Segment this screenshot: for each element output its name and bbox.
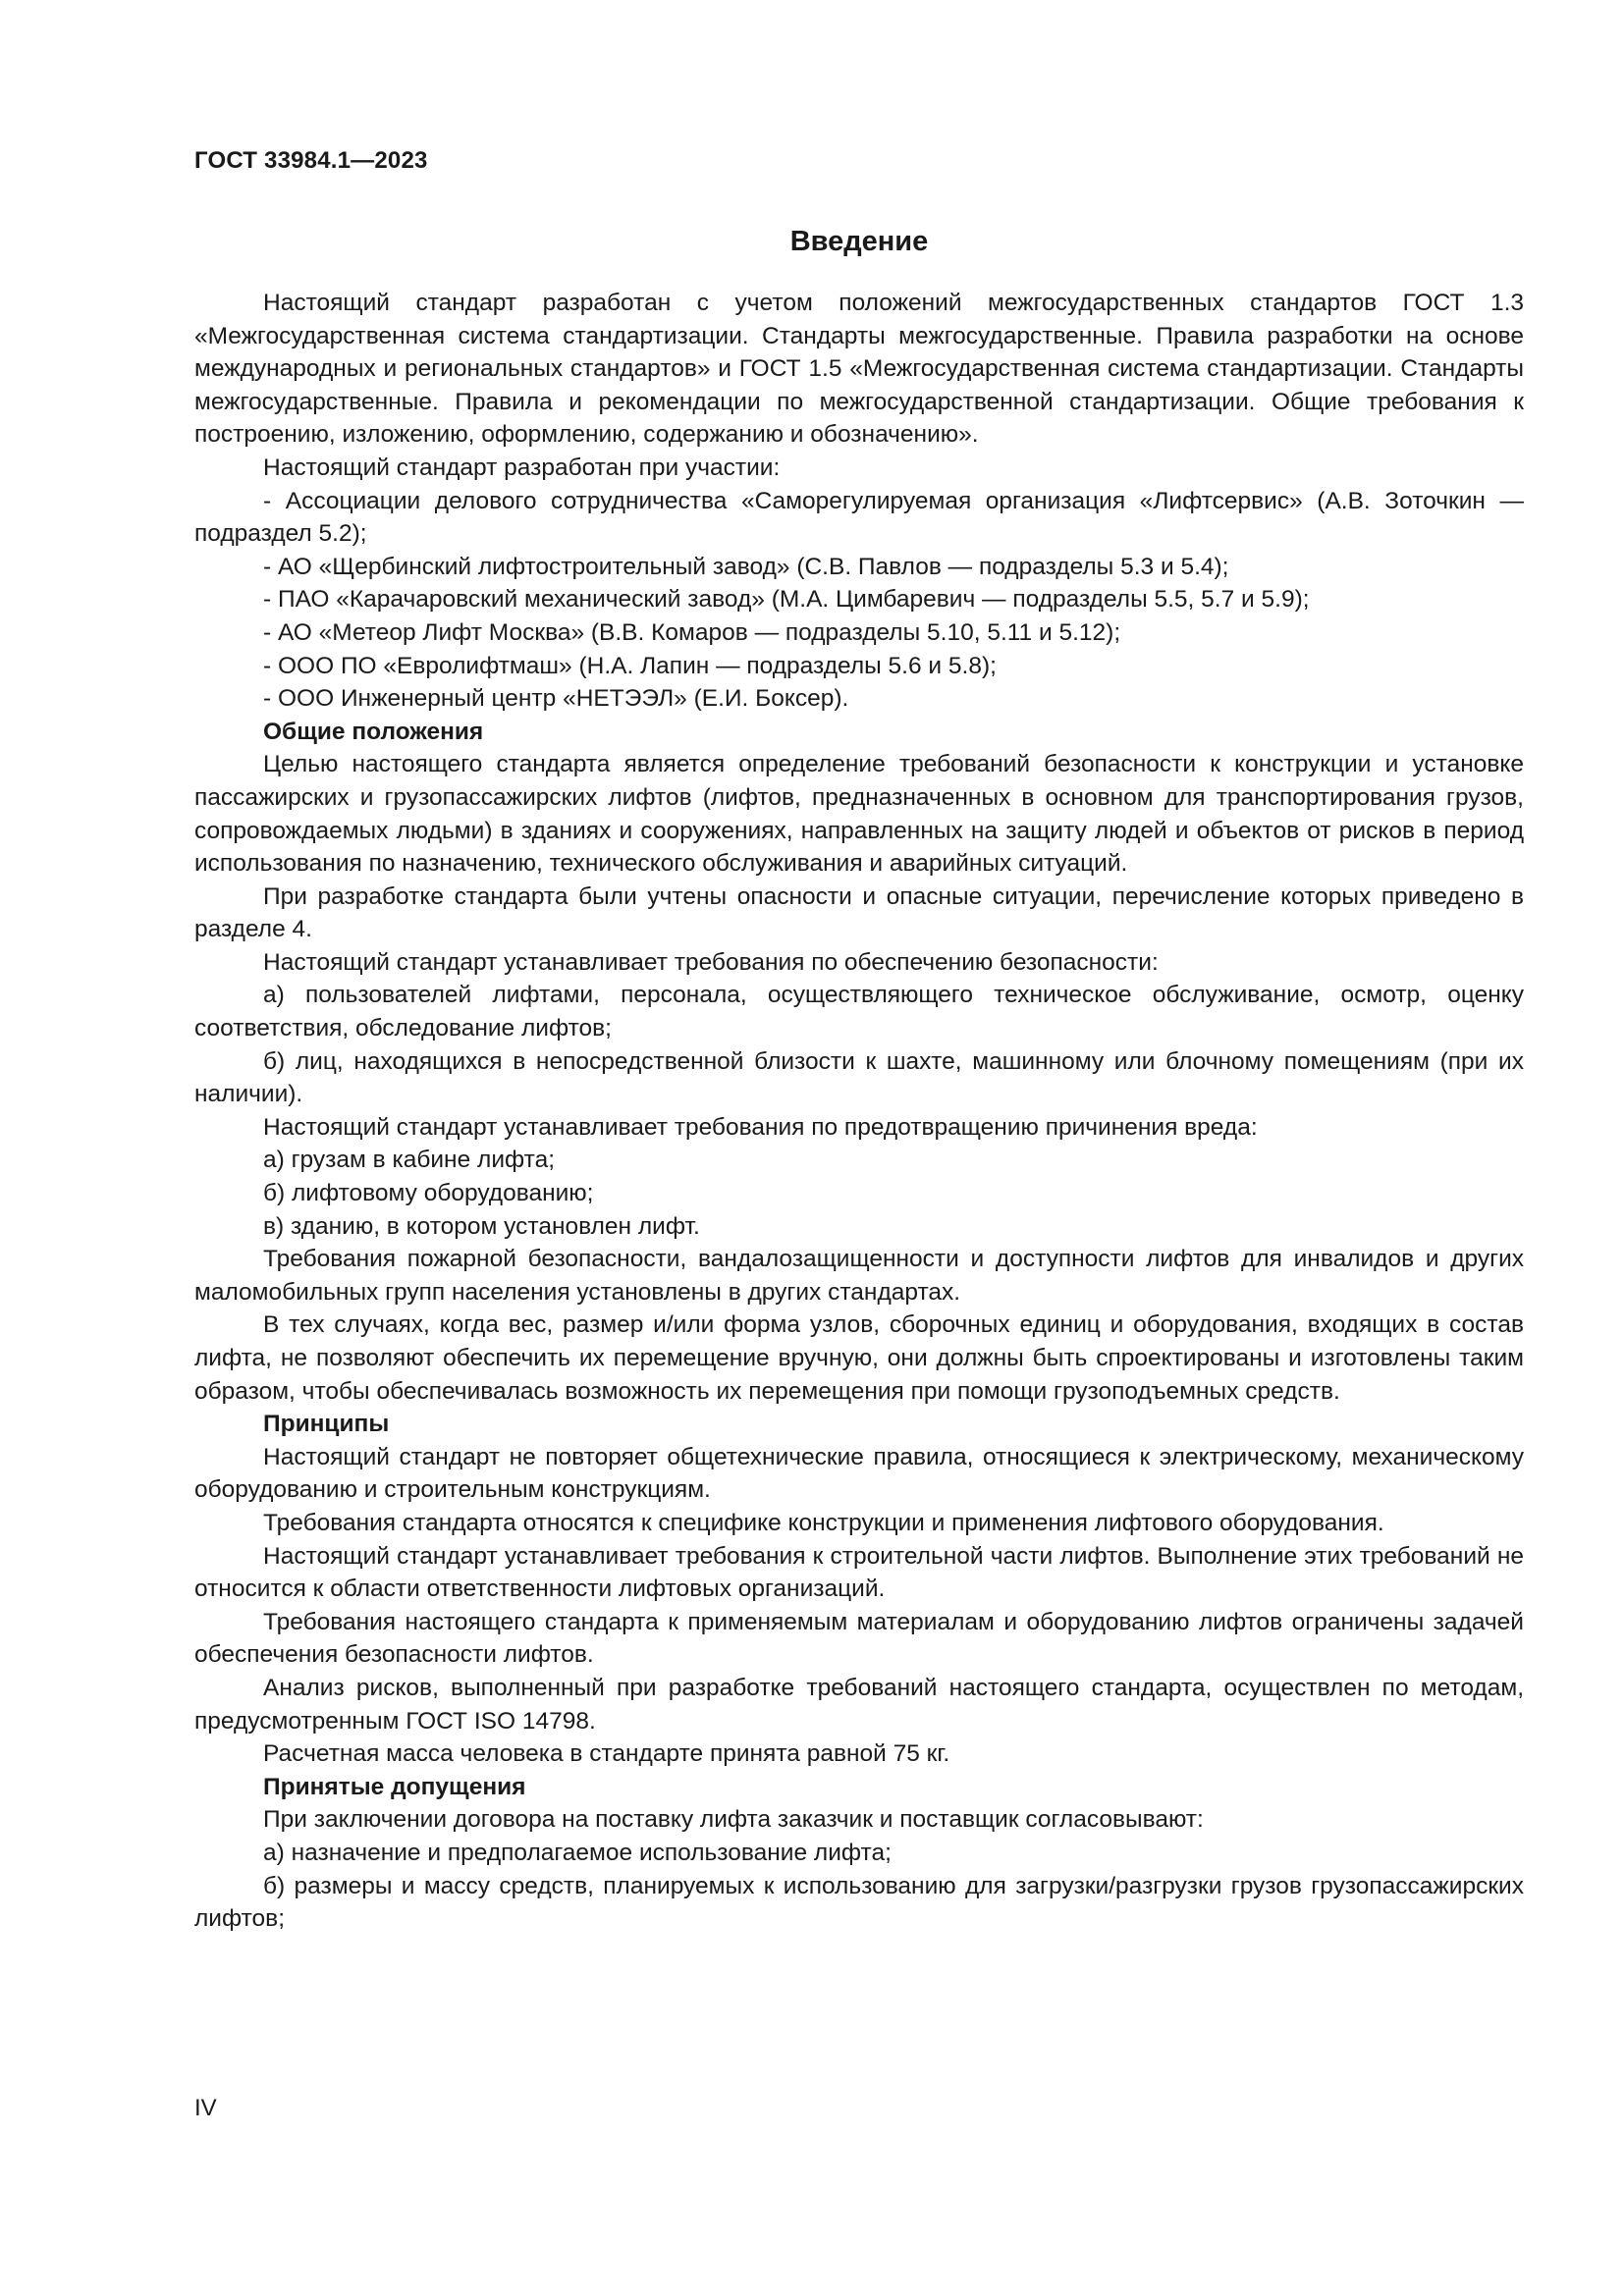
paragraph: Анализ рисков, выполненный при разработке требований настоящего стандарта, осуществлен по методам, предусмотренным ГОСТ ISO 14798. — [194, 1674, 1524, 1735]
paragraph: В тех случаях, когда вес, размер и/или форма узлов, сборочных единиц и оборудования, входящих в состав лифта, не позволяют обеспечить их перемещение вручную, они должны быть спроектированы и изготовлены таким образом, чтобы обеспечивалась возможность их перемещения при помощи грузоподъемных средств. — [194, 1311, 1524, 1405]
paragraph: Целью настоящего стандарта является определение требований безопасности к конструкции и установке пассажирских и грузопассажирских лифтов (лифтов, предназначенных в основном для транспортирования грузов, сопровождаемых людьми) в зданиях и сооружениях, направленных на защиту людей и объектов от рисков в период использования по назначению, технического обслуживания и аварийных ситуаций. — [194, 751, 1524, 878]
list-item: - ООО Инженерный центр «НЕТЭЭЛ» (Е.И. Боксер). — [263, 685, 849, 713]
paragraph: Настоящий стандарт устанавливает требования к строительной части лифтов. Выполнение этих требований не относится к области ответственности лифтовых организаций. — [194, 1542, 1524, 1603]
paragraph: Требования стандарта относятся к специфике конструкции и применения лифтового оборудования. — [263, 1509, 1384, 1536]
list-item: - Ассоциации делового сотрудничества «Саморегулируемая организация «Лифтсервис» (А.В. Зоточкин — подраздел 5.2); — [194, 487, 1524, 548]
paragraph: Настоящий стандарт не повторяет общетехнические правила, относящиеся к электрическому, механическому оборудованию и строительным конструкциям. — [194, 1443, 1524, 1504]
list-item: - АО «Метеор Лифт Москва» (В.В. Комаров — подразделы 5.10, 5.11 и 5.12); — [263, 618, 1121, 646]
page-title: Введение — [789, 226, 929, 257]
section-heading: Принципы — [263, 1411, 390, 1438]
section-heading: Принятые допущения — [263, 1773, 526, 1800]
list-item: в) зданию, в котором установлен лифт. — [263, 1212, 700, 1240]
list-item: а) пользователей лифтами, персонала, осуществляющего техническое обслуживание, осмотр, оценку соответствия, обследование лифтов; — [194, 982, 1524, 1042]
paragraph: Настоящий стандарт разработан с учетом положений межгосударственных стандартов ГОСТ 1.3 «Межгосударственная система стандартизации. Стандарты межгосударственные. Правила разработки на основе международных и региональных стандартов» и ГОСТ 1.5 «Межгосударственная система стандартизации. Стандарты межгосударственные. Правила и рекомендации по межгосударственной стандартизации. Общие требования к построению, изложению, оформлению, содержанию и обозначению». — [194, 290, 1524, 449]
list-item: - АО «Щербинский лифтостроительный завод» (С.В. Павлов — подразделы 5.3 и 5.4); — [263, 553, 1229, 580]
section-heading: Общие положения — [263, 718, 484, 745]
list-item: а) грузам в кабине лифта; — [263, 1147, 556, 1174]
paragraph: Настоящий стандарт устанавливает требования по обеспечению безопасности: — [263, 948, 1159, 976]
list-item: а) назначение и предполагаемое использование лифта; — [263, 1839, 892, 1866]
document-body — [194, 287, 1524, 1936]
paragraph: Требования пожарной безопасности, вандалозащищенности и доступности лифтов для инвалидов и других маломобильных групп населения установлены в других стандартах. — [194, 1246, 1524, 1306]
paragraph: Настоящий стандарт разработан при участии: — [263, 454, 781, 481]
paragraph: Расчетная масса человека в стандарте принята равной 75 кг. — [263, 1740, 950, 1768]
paragraph: Требования настоящего стандарта к применяемым материалам и оборудованию лифтов ограничены задачей обеспечения безопасности лифтов. — [194, 1608, 1524, 1669]
paragraph: Настоящий стандарт устанавливает требования по предотвращению причинения вреда: — [263, 1113, 1258, 1141]
paragraph: При заключении договора на поставку лифта заказчик и поставщик согласовывают: — [263, 1806, 1204, 1834]
list-item: б) лифтовому оборудованию; — [263, 1180, 594, 1207]
list-item: - ООО ПО «Евролифтмаш» (Н.А. Лапин — подразделы 5.6 и 5.8); — [263, 652, 997, 679]
list-item: - ПАО «Карачаровский механический завод» (М.А. Цимбаревич — подразделы 5.5, 5.7 и 5.9); — [263, 586, 1310, 614]
list-item: б) размеры и массу средств, планируемых к использованию для загрузки/разгрузки грузов грузопассажирских лифтов; — [194, 1872, 1524, 1933]
paragraph: При разработке стандарта были учтены опасности и опасные ситуации, перечисление которых приведено в разделе 4. — [194, 882, 1524, 943]
page-number: IV — [194, 2095, 217, 2121]
document-code: ГОСТ 33984.1—2023 — [194, 147, 428, 174]
list-item: б) лиц, находящихся в непосредственной близости к шахте, машинному или блочному помещениям (при их наличии). — [194, 1047, 1524, 1108]
